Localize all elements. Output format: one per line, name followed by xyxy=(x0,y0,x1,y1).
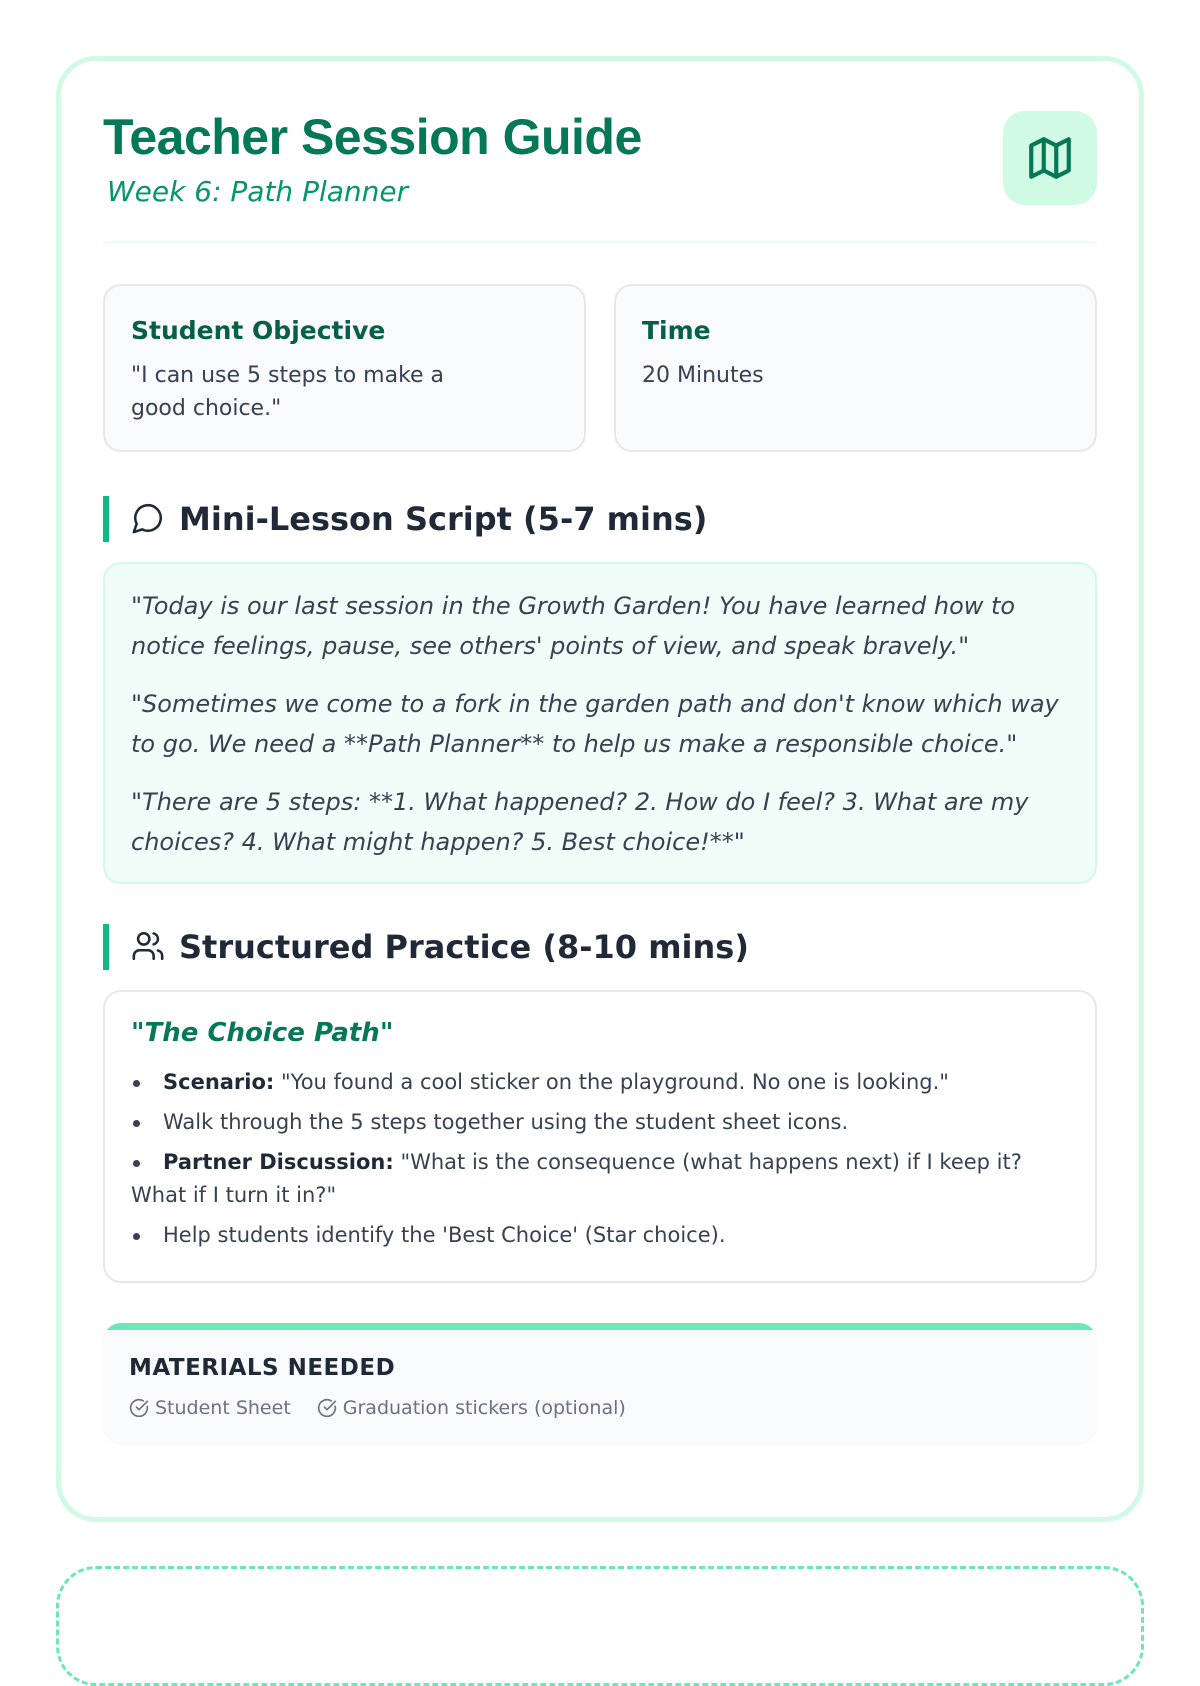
list-item-text: Help students identify the 'Best Choice' (Star choice). xyxy=(163,1223,726,1247)
script-paragraph: "Sometimes we come to a fork in the garden path and don't know which way to go. We need a **Path Planner** to help us make a responsible choice." xyxy=(131,690,1059,758)
materials-title: MATERIALS NEEDED xyxy=(129,1355,396,1381)
objective-box xyxy=(103,284,586,452)
mini-lesson-script xyxy=(103,562,1097,884)
session-guide-card xyxy=(56,56,1144,1522)
materials-list xyxy=(129,1397,1071,1419)
users-icon xyxy=(131,929,167,965)
activity-title: "The Choice Path" xyxy=(131,1018,394,1048)
practice-list xyxy=(131,1066,1069,1252)
time-box xyxy=(614,284,1097,452)
material-item xyxy=(317,1397,626,1419)
time-value: 20 Minutes xyxy=(642,363,764,388)
list-item-bold: Scenario: xyxy=(163,1070,275,1094)
objective-value: "I can use 5 steps to make a good choice." xyxy=(131,363,445,421)
next-card-dashed-outline xyxy=(56,1566,1144,1686)
info-boxes xyxy=(103,284,1097,452)
materials-panel xyxy=(103,1323,1097,1445)
practice-heading xyxy=(103,924,1097,970)
page-subtitle: Week 6: Path Planner xyxy=(107,175,409,208)
check-circle-icon xyxy=(129,1398,149,1418)
page-title: Teacher Session Guide xyxy=(103,109,642,165)
list-item xyxy=(131,1146,1069,1212)
time-label: Time xyxy=(642,316,711,345)
list-item xyxy=(131,1106,1069,1139)
check-circle-icon xyxy=(317,1398,337,1418)
script-paragraph: "Today is our last session in the Growth Garden! You have learned how to notice feelings, pause, see others' points of view, and speak bravely." xyxy=(131,592,1016,660)
list-item xyxy=(131,1219,1069,1252)
mini-lesson-title: Mini-Lesson Script (5-7 mins) xyxy=(179,500,708,538)
mini-lesson-heading xyxy=(103,496,1097,542)
header-divider xyxy=(103,241,1097,244)
material-item xyxy=(129,1397,291,1419)
map-icon xyxy=(1025,133,1075,183)
objective-label: Student Objective xyxy=(131,316,386,345)
header xyxy=(103,105,1097,241)
speech-bubble-icon xyxy=(131,501,167,537)
list-item-text: "You found a cool sticker on the playground. No one is looking." xyxy=(274,1070,949,1094)
list-item-text: Walk through the 5 steps together using the student sheet icons. xyxy=(163,1110,849,1134)
material-label: Graduation stickers (optional) xyxy=(342,1397,626,1419)
map-icon-button[interactable] xyxy=(1003,111,1097,205)
material-label: Student Sheet xyxy=(155,1397,291,1419)
script-paragraph: "There are 5 steps: **1. What happened? 2. How do I feel? 3. What are my choices? 4. What might happen? 5. Best choice!**" xyxy=(131,788,1029,856)
list-item-text: "What is the consequence (what happens next) if I keep it? What if I turn it in?" xyxy=(131,1150,1022,1207)
list-item-bold: Partner Discussion: xyxy=(163,1150,394,1174)
practice-box xyxy=(103,990,1097,1283)
list-item xyxy=(131,1066,1069,1099)
practice-title: Structured Practice (8-10 mins) xyxy=(179,928,749,966)
